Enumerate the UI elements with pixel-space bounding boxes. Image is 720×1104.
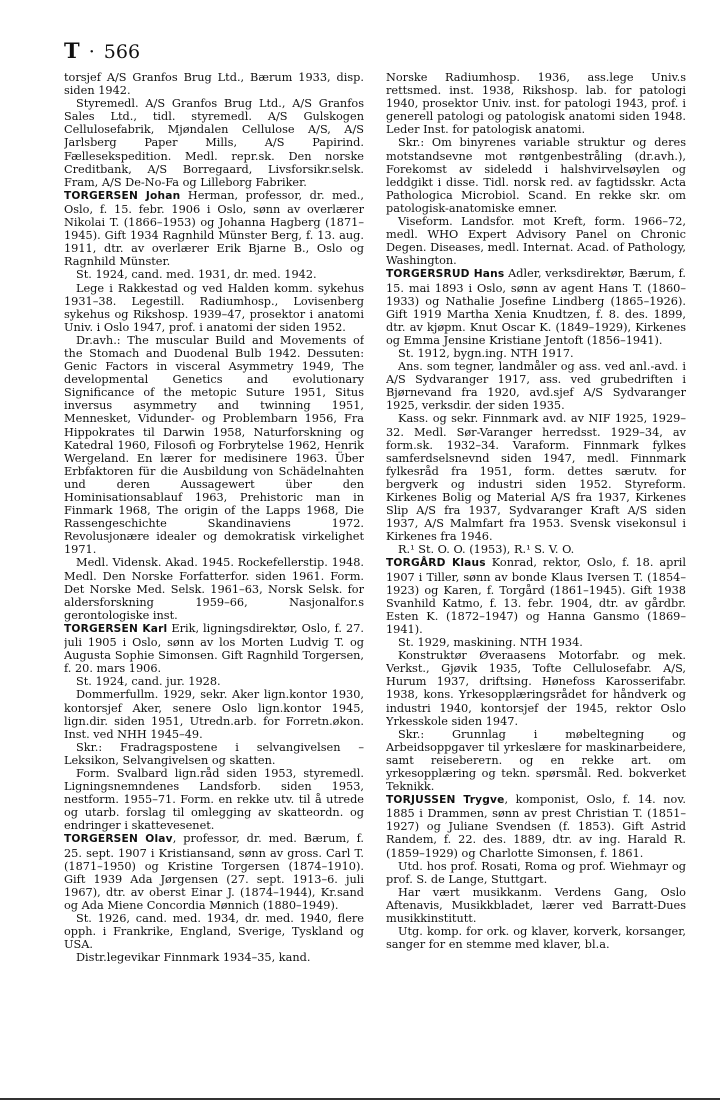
entry-paragraph — [64, 268, 364, 281]
entry-paragraph — [386, 543, 686, 556]
entry-paragraph — [64, 334, 364, 557]
entry-paragraph — [386, 412, 686, 543]
entry-text: Adler, verksdirektør, Bærum, f. 15. mai 1893 i Oslo, sønn av agent Hans T. (1860–1933) og Nathalie Josefine Lindberg (1865–1926). Gift 1919 Martha Xenia Knudtzen, f. 8. des. 1899, dtr. av kjøpm. Knut Oscar K. (1849–1929), Kirkenes og Emma Jensine Kristiane Jentoft (1856–1941). — [386, 267, 686, 347]
biography-entry — [386, 267, 686, 347]
entry-text: R.¹ St. O. O. (1953), R.¹ S. V. O. — [398, 543, 575, 557]
entry-name: TORGERSEN Olav — [64, 833, 173, 846]
entry-text: Herman, professor, dr. med., Oslo, f. 15. febr. 1906 i Oslo, sønn av overlærer Nikolai T. (1866–1953) og Johanna Hagberg (1871–1945). Gift 1934 Ragnhild Münster Berg, f. 13. aug. 1911, dtr. av overlærer Erik Bjarne B., Oslo og Ragnhild Münster. — [64, 188, 364, 269]
entry-paragraph — [386, 136, 686, 215]
entry-text: Form. Svalbard lign.råd siden 1953, styremedl. Ligningsnemndenes Landsforb. siden 1953, nestform. 1955–71. Form. en rekke utv. til å utrede og utarb. forslag til omlegging av skatteordn. og endringer i skattevesenet. — [64, 766, 364, 833]
entry-text: , professor, dr. med. Bærum, f. 25. sept. 1907 i Kristiansand, sønn av gross. Carl T. (1871–1950) og Kristine Torgersen (1874–1910). Gift 1939 Ada Jørgensen (27. sept. 1913–6. juli 1967), dtr. av oberst Einar J. (1874–1944), Kr.sand og Ada Miene Concordia Mønnich (1880–1949). — [64, 832, 364, 912]
entry-text: Medl. Vidensk. Akad. 1945. Rockefellerstip. 1948. Medl. Den Norske Forfatterfor. siden 1961. Form. Det Norske Med. Selsk. 1961–63, Norsk Selsk. for aldersforskning 1959–66, Nasjonalfor.s gerontologiske inst. — [64, 556, 364, 622]
entry-text: Konstruktør Øveraasens Motorfabr. og mek. Verkst., Gjøvik 1935, Tofte Cellulosefabr. A/S, Hurum 1937, driftsing. Hønefoss Karosserifabr. 1938, kons. Yrkesopplæringsrådet for håndverk og industri 1940, kontorsjef der 1945, rektor Oslo Yrkesskole siden 1947. — [386, 649, 686, 728]
entry-text: Skr.: Om binyrenes variable struktur og deres motstandsevne mot røntgenbestråling (dr.avh.), Forekomst av sideledd i halshvirvelsøylen og leddgikt i disse. Tidl. norsk red. av fagtidsskr. Acta Pathologica Microbiol. Scand. En rekke skr. om patologisk-anatomiske emner. — [386, 136, 686, 215]
entry-text: Dr.avh.: The muscular Build and Movements of the Stomach and Duodenal Bulb 1942. Dessuten: Genic Factors in visceral Asymmetry 1949, The developmental Genetics and evolutionary Significance of the metopic Suture 1951, Situs inversus asymmetry and twinning 1951, Mennesket, Vidunder- og Problembarn 1956, Fra Hippokrates til Darwin 1958, Naturforskning og Katedral 1960, Filosofi og Forbrytelse 1962, Henrik Wergeland. En lærer for medisinere 1963. Über Erbfaktoren für die Ausbildung von Schädelnahten und deren Aussagewert über den Hominisationsablauf 1963, Prehistoric man in Finmark 1968, The origin of the Lapps 1968, Die Rassengeschichte Skandinaviens 1972. Revolusjonære idealer og demokratisk virkelighet 1971. — [64, 333, 364, 557]
entry-text: Kass. og sekr. Finnmark avd. av NIF 1925, 1929–32. Medl. Sør-Varanger herredsst. 1929–34, av form.sk. 1932–34. Varaform. Finnmark fylkes samferdselsnevnd siden 1947, medl. Finnmark fylkesråd fra 1951, form. dettes særutv. for bergverk og industri siden 1952. Styreform. Kirkenes Bolig og Material A/S fra 1937, Kirkenes Slip A/S fra 1937, Sydvaranger Kraft A/S siden 1937, A/S Malmfart fra 1953. Svensk visekonsul i Kirkenes fra 1946. — [386, 412, 686, 544]
biography-entry — [64, 832, 364, 912]
entry-text: Utg. komp. for ork. og klaver, korverk, korsanger, sanger for en stemme med klaver, bl.a. — [386, 925, 686, 952]
entry-paragraph — [386, 649, 686, 728]
entry-text: Ans. som tegner, landmåler og ass. ved anl.-avd. i A/S Sydvaranger 1917, ass. ved grubedriften i Bjørnevand fra 1920, avd.sjef A/S Sydvaranger 1925, verksdir. der siden 1935. — [386, 360, 686, 413]
entry-text: Dommerfullm. 1929, sekr. Aker lign.kontor 1930, kontorsjef Aker, senere Oslo lign.kontor 1945, lign.dir. siden 1951, Utredn.arb. for Forretn.økon. Inst. ved NHH 1945–49. — [64, 688, 364, 741]
page-number: 566 — [103, 41, 141, 63]
entry-name: TORGERSEN Karl — [64, 622, 168, 635]
entry-paragraph — [386, 860, 686, 886]
entry-text: Viseform. Landsfor. mot Kreft, form. 1966–72, medl. WHO Expert Advisory Panel on Chronic Degen. Diseases, medl. Internat. Acad. of Pathology, Washington. — [386, 215, 686, 268]
entry-text: St. 1929, maskining. NTH 1934. — [398, 636, 583, 650]
entry-paragraph — [64, 282, 364, 334]
entry-text: Utd. hos prof. Rosati, Roma og prof. Wiehmayr og prof. S. de Lange, Stuttgart. — [386, 859, 686, 886]
entry-text: torsjef A/S Granfos Brug Ltd., Bærum 1933, disp. siden 1942. — [64, 71, 364, 98]
entry-paragraph — [386, 925, 686, 951]
biography-entry — [386, 556, 686, 636]
entry-text: Styremedl. A/S Granfos Brug Ltd., A/S Granfos Sales Ltd., tidl. styremedl. A/S Gulskogen Cellulosefabrik, Mjøndalen Cellulose A/S, A/S Jarlsberg Paper Mills, A/S Papirind. Fællesekspedition. Medl. repr.sk. Den norske Creditbank, A/S Borregaard, Livsforsikr.selsk. Fram, A/S De-No-Fa og Lilleborg Fabriker. — [64, 97, 364, 189]
entry-text: Skr.: Grunnlag i møbeltegning og Arbeidsoppgaver til yrkeslære for maskinarbeidere, samt reisebereтn. og en rekke art. om yrkesopplæring og tekn. spørsmål. Red. bokverket Teknikk. — [386, 727, 686, 794]
entry-paragraph — [64, 675, 364, 688]
entry-text: St. 1912, bygn.ing. NTH 1917. — [398, 346, 574, 360]
entry-name: TORGÅRD Klaus — [386, 557, 486, 570]
entry-paragraph — [64, 741, 364, 767]
biography-entry — [386, 793, 686, 859]
header-letter: T — [64, 38, 80, 63]
entry-paragraph — [64, 912, 364, 951]
entry-text: Norske Radiumhosp. 1936, ass.lege Univ.s rettsmed. inst. 1938, Rikshosp. lab. for patologi 1940, prosektor Univ. inst. for patologi 1943, prof. i generell patologi og patologisk anatomi siden 1948. Leder Inst. for patologisk anatomi. — [386, 71, 686, 137]
entry-paragraph — [386, 71, 686, 136]
entry-text: Erik, ligningsdirektør, Oslo, f. 27. juli 1905 i Oslo, sønn av los Morten Ludvig T. og Augusta Sophie Simonsen. Gift Ragnhild Torgersen, f. 20. mars 1906. — [64, 621, 364, 676]
entry-paragraph — [64, 688, 364, 740]
entry-text: Skr.: Fradragspostene i selvangivelsen – Leksikon, Selvangivelsen og skatten. — [64, 740, 364, 767]
entry-text: Lege i Rakkestad og ved Halden komm. sykehus 1931–38. Legestill. Radiumhosp., Lovisenberg sykehus og Rikshosp. 1939–47, prosektor i anatomi Univ. i Oslo 1947, prof. i anatomi der siden 1952. — [64, 281, 364, 334]
entry-paragraph — [64, 556, 364, 621]
biography-entry — [64, 622, 364, 675]
entry-name: TORGERSEN Johan — [64, 189, 181, 202]
left-column — [64, 71, 364, 1086]
header-separator: · — [88, 41, 95, 63]
entry-paragraph — [386, 636, 686, 649]
entry-text: St. 1924, cand. jur. 1928. — [76, 675, 221, 689]
entry-paragraph — [386, 728, 686, 793]
right-column — [386, 71, 686, 1086]
entry-paragraph — [386, 886, 686, 925]
entry-paragraph — [64, 71, 364, 97]
entry-text: Distr.legevikar Finnmark 1934–35, kand. — [76, 951, 311, 965]
biography-entry — [64, 189, 364, 269]
entry-paragraph — [386, 360, 686, 412]
entry-text: Konrad, rektor, Oslo, f. 18. april 1907 i Tiller, sønn av bonde Klaus Iversen T. (1854–1923) og Karen, f. Torgård (1861–1945). Gift 1938 Svanhild Katmo, f. 13. febr. 1904, dtr. av gårdbr. Esten K. (1872–1947) og Hanna Gansmo (1869–1941). — [386, 556, 686, 636]
bottom-rule — [0, 1098, 720, 1100]
entry-text: Har vært musikkanm. Verdens Gang, Oslo Aftenavis, Musikkbladet, lærer ved Barratt-Dues musikkinstitutt. — [386, 885, 686, 925]
entry-paragraph — [386, 347, 686, 360]
entry-text: St. 1924, cand. med. 1931, dr. med. 1942. — [76, 268, 317, 282]
entry-text: St. 1926, cand. med. 1934, dr. med. 1940, flere opph. i Frankrike, England, Sverige, Tyskland og USA. — [64, 912, 364, 952]
entry-name: TORJUSSEN Trygve — [386, 794, 505, 807]
entry-paragraph — [64, 951, 364, 964]
entry-paragraph — [386, 215, 686, 267]
page-header — [64, 40, 140, 63]
entry-paragraph — [64, 97, 364, 189]
entry-name: TORGERSRUD Hans — [386, 268, 505, 281]
entry-paragraph — [64, 767, 364, 832]
entry-text: , komponist, Oslo, f. 14. nov. 1885 i Drammen, sønn av prest Christian T. (1851–1927) og Juliane Svendsen (f. 1853). Gift Astrid Randem, f. 22. des. 1889, dtr. av ing. Harald R. (1859–1929) og Charlotte Simonsen, f. 1861. — [386, 793, 686, 860]
